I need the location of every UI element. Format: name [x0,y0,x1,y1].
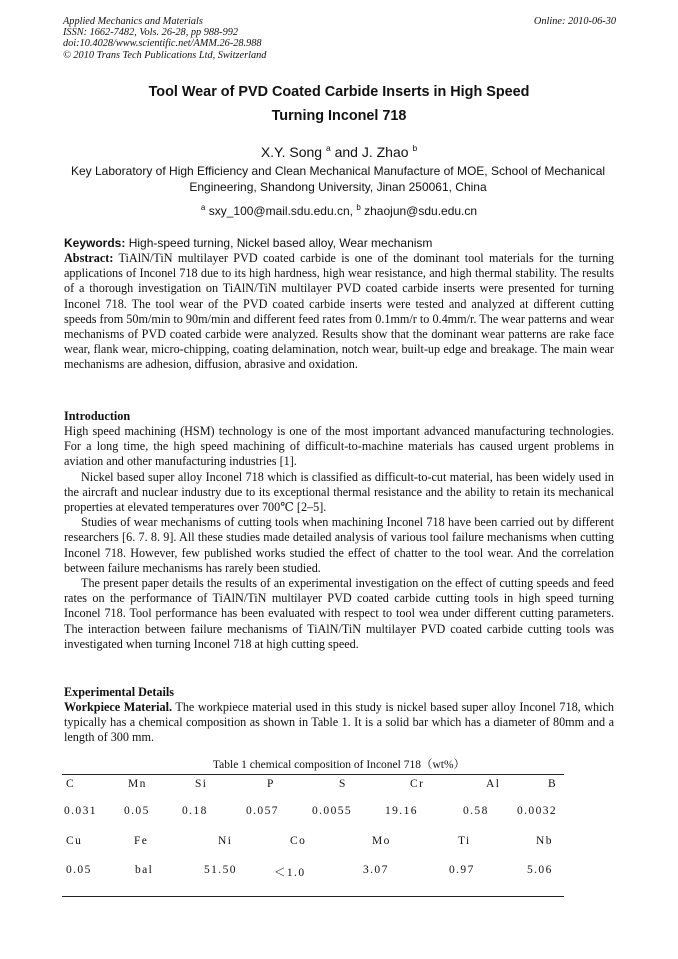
table-cell: Mo [372,835,391,847]
introduction-body [64,424,614,652]
author-2-affil-mark: b [412,143,418,153]
online-date: Online: 2010-06-30 [533,16,616,27]
workpiece-text: The workpiece material used in this study is nickel based super alloy Inconel 718, which typically has a chemical composition as shown in Table 1. It is a solid bar which has a diameter of 80mm and a length of 300 mm. [64,700,615,745]
abstract-text: TiAlN/TiN multilayer PVD coated carbide is one of the dominant tool materials for the turning applications of Inconel 718 due to its high hardness, high wear resistance, and high thermal stability. The results of a thorough investigation on TiAlN/TiN multilayer PVD coated carbide inserts were presented for turning Inconel 718. The tool wear of the PVD coated carbide inserts were tested and analyzed at different cutting speeds from 50m/min to 90m/min and different feed rates from 0.1mm/r to 0.4mm/r. The wear patterns and wear mechanisms of PVD coated carbide were analyzed. Results show that the dominant wear patterns are rake face wear, flank wear, micro-chipping, coating delamination, notch wear, built-up edge and breakage. The main wear mechanisms are adhesion, diffusion, abrasive and oxidation. [64,251,614,372]
table-cell: 0.0055 [312,805,353,817]
keywords-label: Keywords: [64,236,126,250]
affiliation-line-2: Engineering, Shandong University, Jinan 250061, China [189,180,487,194]
keywords [64,236,615,251]
experimental-body [64,700,614,746]
table-cell: 0.0032 [517,805,558,817]
author-2: J. Zhao [361,144,409,160]
introduction-heading: Introduction [64,409,131,423]
author-1-affil-mark: a [325,143,331,153]
table-row [62,864,564,880]
table-cell: 0.97 [449,864,475,876]
paper-title [0,80,678,128]
table-cell: Ni [218,835,233,847]
intro-paragraph-4: The present paper details the results of an experimental investigation on the effect of cutting speeds and feed rates on the performance of TiAlN/TiN multilayer PVD coated carbide cutting tools in high speed turning Inconel 718. Tool performance has been evaluated with respect to tool wea under different cutting parameters. The interaction between failure mechanisms of TiAlN/TiN multilayer PVD coated carbide cutting tools was investigated when turning Inconel 718 at high cutting speed. [64,576,614,651]
title-line-2: Turning Inconel 718 [271,108,407,124]
table-cell: C [66,778,76,790]
abstract [64,251,614,373]
journal-header [63,16,266,61]
table-cell: Al [486,778,501,790]
table-cell: Co [290,835,307,847]
author-1: X.Y. Song [260,144,323,160]
affiliation [62,163,614,195]
table-cell: Cu [66,835,83,847]
author-emails [0,200,678,219]
email-a[interactable]: sxy_100@mail.sdu.edu.cn, [208,204,353,218]
keywords-text: High-speed turning, Nickel based alloy, Wear mechanism [128,236,433,250]
intro-paragraph-2: Nickel based super alloy Inconel 718 which is classified as difficult-to-cut material, has been widely used in the aircraft and nuclear industry due to its exceptional thermal resistance and the ability to retain its mechanical properties at elevated temperatures over 700℃ [2–5]. [64,469,614,515]
intro-paragraph-3: Studies of wear mechanisms of cutting tools when machining Inconel 718 have been carried out by different researchers [6. 7. 8. 9]. All these studies made detailed analysis of various tool failure mechanisms when cutting Inconel 718. However, few published works studied the effect of chatter to the tool wear. And the correlation between failure mechanisms has rarely been studied. [64,515,614,575]
table-cell: 0.031 [64,805,97,817]
table-row [62,805,564,821]
table-cell: Nb [536,835,553,847]
experimental-heading: Experimental Details [64,685,175,699]
abstract-label: Abstract: [64,251,114,265]
table-cell: Mn [128,778,147,790]
intro-paragraph-1: High speed machining (HSM) technology is one of the most important advanced manufacturing technologies. For a long time, the high speed machining of difficult-to-machine materials has caused urgent problems in aviation and other manufacturing industries [1]. [64,424,614,469]
table-cell: bal [135,864,154,876]
table-cell: 0.58 [463,805,489,817]
doi-line: doi:10.4028/www.scientific.net/AMM.26-28.988 [63,38,262,50]
email-a-mark: a [200,203,206,212]
workpiece-label: Workpiece Material. [64,700,173,714]
table-row [62,835,564,851]
author-list [0,138,678,162]
author-conjunction: and [334,144,358,160]
title-line-1: Tool Wear of PVD Coated Carbide Inserts in High Speed [148,84,530,100]
table-row [62,778,564,794]
table-caption: Table 1 chemical composition of Inconel 718（wt%） [212,759,466,771]
table-cell: 51.50 [204,864,237,876]
table-cell: Ti [458,835,471,847]
table-cell: B [548,778,558,790]
table-cell: Cr [410,778,425,790]
email-b[interactable]: zhaojun@sdu.edu.cn [364,204,478,218]
table-cell: Fe [134,835,149,847]
table-cell: 0.05 [124,805,150,817]
table-cell: Si [195,778,208,790]
table-cell: 0.18 [182,805,208,817]
issn-line: ISSN: 1662-7482, Vols. 26-28, pp 988-992 [63,27,239,39]
table-cell: 3.07 [363,864,389,876]
email-b-mark: b [356,203,361,212]
journal-name: Applied Mechanics and Materials [63,16,203,27]
affiliation-line-1: Key Laboratory of High Efficiency and Clean Mechanical Manufacture of MOE, School of Mechanical [70,164,606,178]
table-cell: 0.05 [66,864,92,876]
table-top-rule [62,774,564,775]
table-cell: 0.057 [246,805,279,817]
table-cell: 5.06 [527,864,553,876]
table-cell: P [267,778,275,790]
table-bottom-rule [62,896,564,897]
table-cell: 19.16 [385,805,418,817]
copyright-line: © 2010 Trans Tech Publications Ltd, Switzerland [63,49,267,61]
table-cell: S [339,778,347,790]
table-cell: ＜1.0 [274,867,306,879]
